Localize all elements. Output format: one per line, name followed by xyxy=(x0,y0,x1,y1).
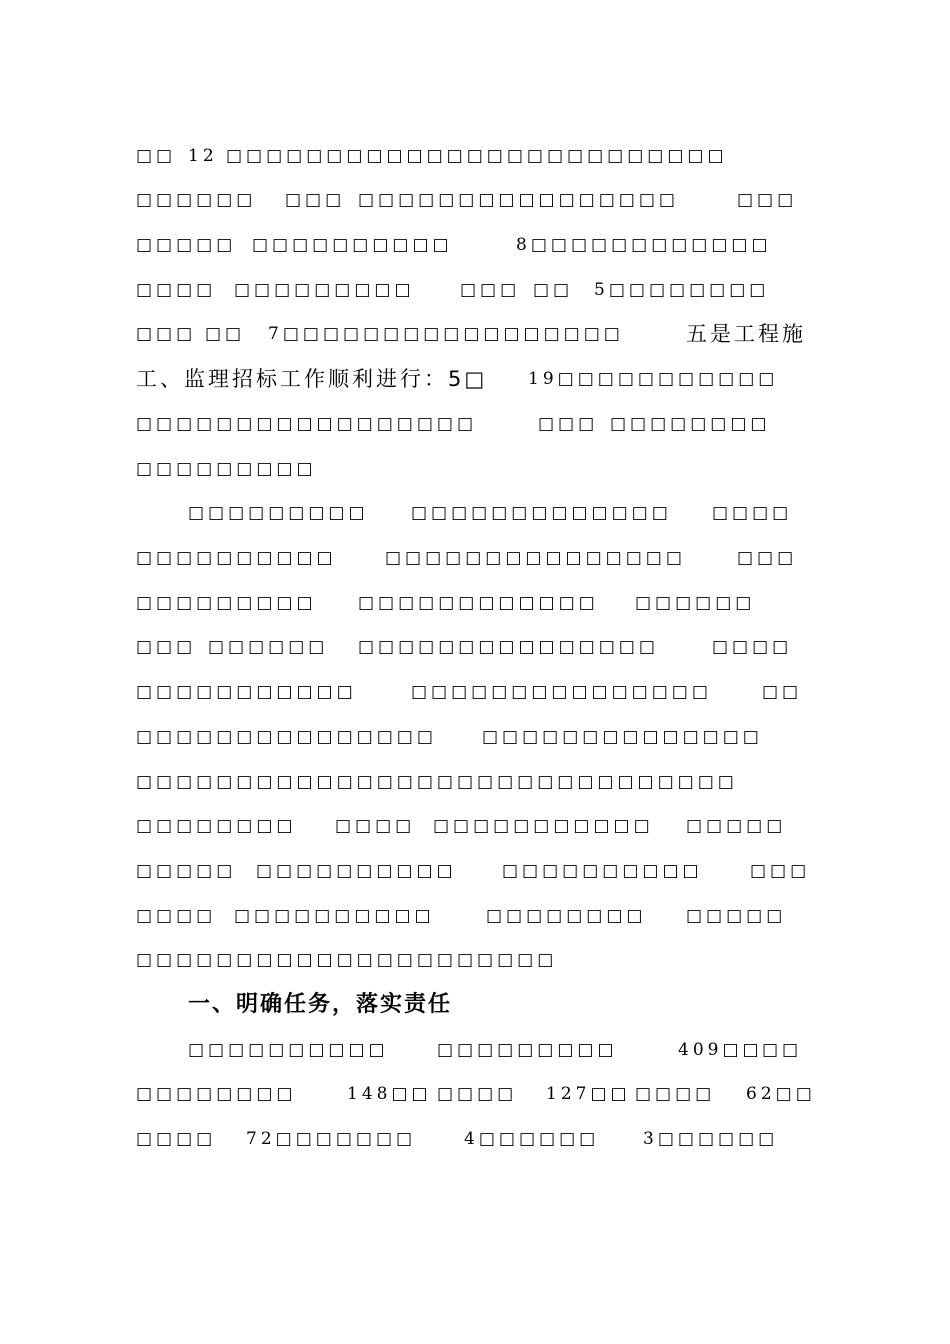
text-segment: 19□□□□□□□□□□□ xyxy=(528,369,779,389)
text-segment: □□□□ xyxy=(136,280,217,300)
text-segment: □□□□□□□□□ xyxy=(188,503,369,523)
text-segment: □□□□□□□□□□□□□□□ xyxy=(411,682,712,702)
text-segment: □□□□□□□□□□□ xyxy=(433,816,654,836)
text-segment: □□□□□□□□ xyxy=(486,906,647,926)
text-segment: 4□□□□□□ xyxy=(464,1129,600,1149)
text-segment: □□□□□□□□□□ xyxy=(502,861,703,881)
text-segment: □□ xyxy=(762,682,803,702)
section-heading xyxy=(0,990,950,1020)
text-segment: □□□□□ xyxy=(136,861,237,881)
text-segment: □□□□□□□□□ xyxy=(136,459,317,479)
text-segment: □□□□□□ xyxy=(208,637,329,657)
text-segment: □□□□□□□□□□□□□□ xyxy=(482,727,763,747)
text-line xyxy=(0,319,950,349)
text-segment: □□□ xyxy=(737,548,798,568)
text-segment: □□□□□□□□□□□□□□□ xyxy=(358,637,659,657)
text-segment: 127□□ xyxy=(546,1084,631,1104)
text-segment: □□□□□□□□□□□□□□□□□□□□□ xyxy=(136,950,558,970)
text-line xyxy=(0,364,950,394)
text-line xyxy=(0,275,950,305)
text-segment: □□ xyxy=(762,1040,803,1060)
text-segment: □□□□□□□□□□□□□ xyxy=(411,503,672,523)
text-segment: □□ xyxy=(136,146,177,166)
text-segment: □□□□□□□□□□ xyxy=(252,235,453,255)
text-segment: 7□□□□□□□□□□□□□□□□□ xyxy=(268,324,624,344)
text-line xyxy=(0,588,950,618)
text-segment: □□□□□□ xyxy=(136,190,257,210)
text-segment: □□□□□□□□□□ xyxy=(256,861,457,881)
text-segment: □□□□□ xyxy=(136,235,237,255)
text-segment: □□□□□□□□□□□□□□□□□□□□□□□□□ xyxy=(226,146,728,166)
text-segment: □□□ xyxy=(538,414,599,434)
text-segment: □□□□□□□□□□ xyxy=(188,1040,389,1060)
text-segment: □□□□ xyxy=(635,1084,716,1104)
text-segment: □□□□□□□□□□□□□□□ xyxy=(136,727,437,747)
text-line xyxy=(0,901,950,931)
text-segment: □□□□ xyxy=(437,1084,518,1104)
text-segment: □□ xyxy=(533,280,574,300)
text-segment: □□□□□□□□□□□□ xyxy=(358,593,599,613)
text-segment: □□□ xyxy=(136,324,197,344)
text-line xyxy=(0,856,950,886)
text-segment: □□□□□□□□□ xyxy=(234,280,415,300)
text-segment: □□□□□□□□ xyxy=(610,414,771,434)
text-line xyxy=(0,454,950,484)
text-segment: □□□□□□□□ xyxy=(136,1084,297,1104)
text-segment: □□□□□□□□□□□□□□□ xyxy=(385,548,686,568)
text-segment: □□□□ xyxy=(335,816,416,836)
text-line xyxy=(0,498,950,528)
text-segment: 3□□□□□□ xyxy=(643,1129,779,1149)
heading-text: 一、明确任务，落实责任 xyxy=(188,992,453,1017)
text-segment: 5□□□□□□□□ xyxy=(594,280,770,300)
text-segment: □□□□□ xyxy=(686,906,787,926)
text-line xyxy=(0,811,950,841)
text-line xyxy=(0,1124,950,1154)
text-segment: 148□□ xyxy=(347,1084,432,1104)
text-segment: □□□□□□□□□□□□□□□□ xyxy=(358,190,679,210)
text-segment: 五是工程施 xyxy=(686,322,806,346)
text-line xyxy=(0,543,950,573)
text-segment: □□□□□□□□□□□□□□□□□□□□□□□□□□□□□□ xyxy=(136,772,738,792)
text-segment: □□□□□□□□□□□ xyxy=(136,682,357,702)
text-line xyxy=(0,722,950,752)
text-segment: □□□□□□□□□□ xyxy=(234,906,435,926)
text-segment: □□□□□□ xyxy=(635,593,756,613)
text-line xyxy=(0,945,950,975)
text-line xyxy=(0,632,950,662)
text-line xyxy=(0,185,950,215)
text-segment: □□□□□□□□□□□□□□□□□ xyxy=(136,414,478,434)
text-line xyxy=(0,409,950,439)
text-line xyxy=(0,1035,950,1065)
text-line xyxy=(0,767,950,797)
text-segment: □□□□□□□□ xyxy=(136,816,297,836)
text-segment: □□□ xyxy=(136,637,197,657)
text-line xyxy=(0,230,950,260)
text-segment: □□ xyxy=(205,324,246,344)
text-segment: 工、监理招标工作顺利进行：5□ xyxy=(136,367,488,391)
text-segment: □□□□ xyxy=(136,906,217,926)
text-segment: 8□□□□□□□□□□□□ xyxy=(516,235,772,255)
text-segment: □□□□ xyxy=(712,503,793,523)
text-segment: □□□□ xyxy=(712,637,793,657)
text-line xyxy=(0,141,950,171)
text-segment: □□□ xyxy=(460,280,521,300)
text-segment: □□□□□□□□□□ xyxy=(136,548,337,568)
text-segment: 62□□ xyxy=(746,1084,816,1104)
text-segment: 409□□ xyxy=(678,1040,763,1060)
text-segment: □□□ xyxy=(750,861,811,881)
text-segment: 72□□□□□□□ xyxy=(246,1129,417,1149)
text-segment: □□□□ xyxy=(136,1129,217,1149)
text-segment: □□□□□□□□□ xyxy=(437,1040,618,1060)
text-line xyxy=(0,1079,950,1109)
text-segment: □□□ xyxy=(285,190,346,210)
text-segment: 12 xyxy=(188,146,218,166)
text-line xyxy=(0,677,950,707)
text-segment: □□□□□ xyxy=(686,816,787,836)
text-segment: □□□□□□□□□ xyxy=(136,593,317,613)
text-segment: □□□ xyxy=(737,190,798,210)
